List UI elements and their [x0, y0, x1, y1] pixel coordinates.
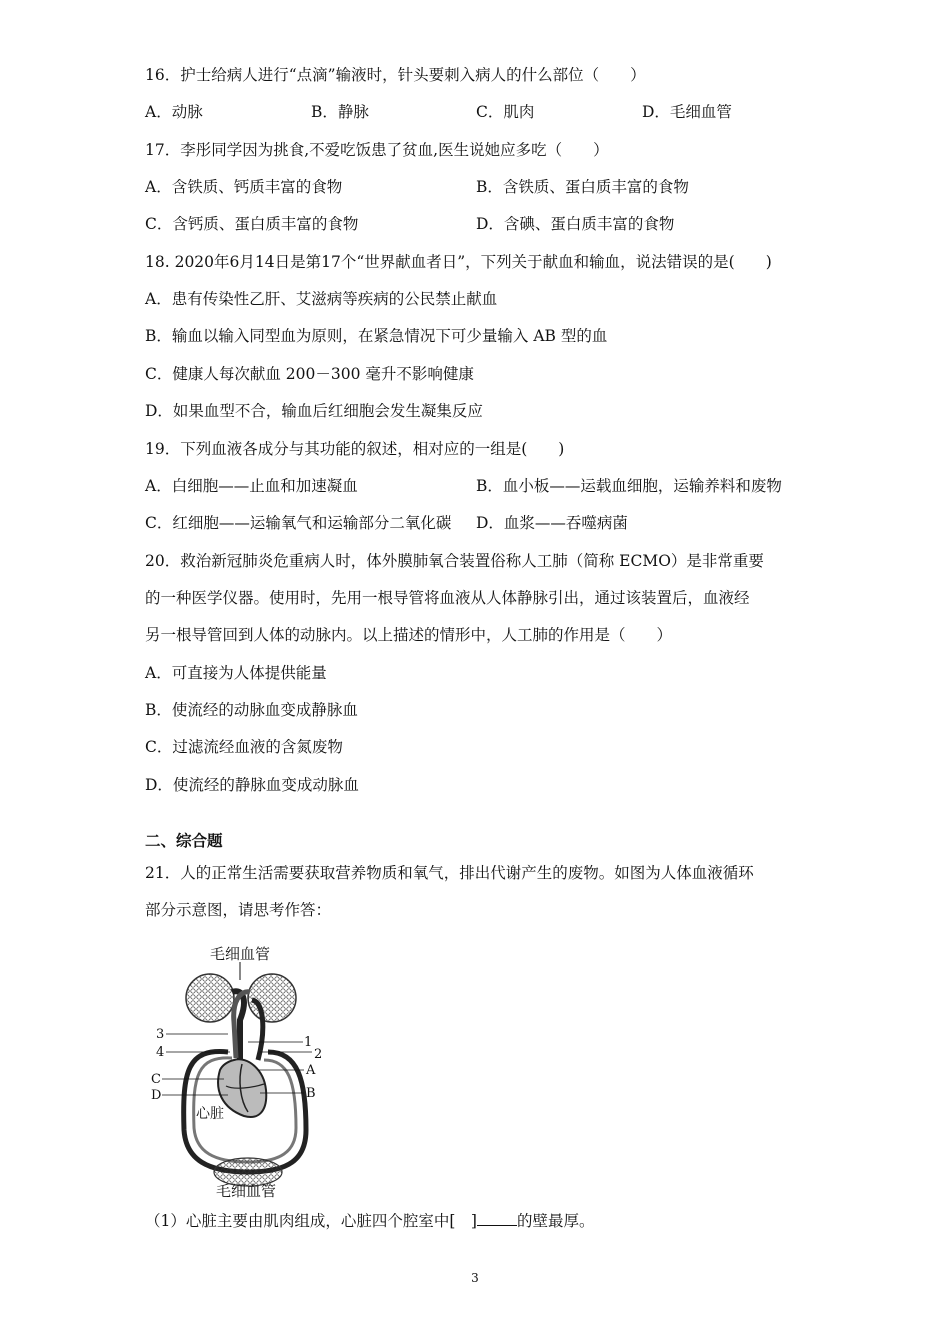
q17-option-d: D．含碘、蛋白质丰富的食物 [476, 215, 675, 233]
q18-option-a: A．患有传染性乙肝、艾滋病等疾病的公民禁止献血 [145, 290, 498, 308]
left-lung-capillaries [186, 974, 234, 1022]
label-b: B [306, 1086, 316, 1101]
page-number: 3 [471, 1271, 479, 1285]
q20-option-c: C．过滤流经血液的含氮废物 [145, 738, 343, 756]
q17-option-c: C．含钙质、蛋白质丰富的食物 [145, 215, 359, 233]
q16-option-b: B．静脉 [311, 103, 369, 121]
q18-option-c: C．健康人每次献血 200－300 毫升不影响健康 [145, 365, 474, 383]
label-1: 1 [304, 1035, 313, 1050]
q21-sub1-suffix: 的壁最厚。 [516, 1212, 595, 1230]
q16-option-c: C．肌肉 [476, 103, 535, 121]
q18-option-b: B．输血以输入同型血为原则，在紧急情况下可少量输入 AB 型的血 [145, 327, 608, 345]
q18-option-d: D．如果血型不合，输血后红细胞会发生凝集反应 [145, 402, 483, 420]
label-a: A [306, 1063, 316, 1078]
label-3: 3 [156, 1027, 165, 1042]
q19-option-c: C．红细胞——运输氧气和运输部分二氧化碳 [145, 514, 452, 532]
label-4: 4 [156, 1045, 165, 1060]
label-2: 2 [314, 1047, 323, 1062]
right-lung-capillaries [248, 974, 296, 1022]
q16-option-d: D．毛细血管 [642, 103, 732, 121]
q20-stem-line-3: 另一根导管回到人体的动脉内。以上描述的情形中，人工肺的作用是（ ） [145, 626, 673, 644]
q17-option-b: B．含铁质、蛋白质丰富的食物 [476, 178, 689, 196]
q19-option-d: D．血浆——吞噬病菌 [476, 514, 628, 532]
q19-option-a: A．白细胞——止血和加速凝血 [145, 477, 358, 495]
q21-sub1-prefix: （1）心脏主要由肌肉组成，心脏四个腔室中[ ] [145, 1212, 477, 1230]
q17-option-a: A．含铁质、钙质丰富的食物 [145, 178, 343, 196]
q20-stem-line-1: 20．救治新冠肺炎危重病人时，体外膜肺氧合装置俗称人工肺（简称 ECMO）是非常重要 [145, 552, 764, 570]
q20-option-b: B．使流经的动脉血变成静脉血 [145, 701, 358, 719]
section-heading: 二、综合题 [145, 831, 223, 850]
blood-circulation-diagram [148, 940, 348, 1200]
q16-stem: 16．护士给病人进行“点滴”输液时，针头要刺入病人的什么部位（ ） [145, 66, 646, 84]
q17-stem: 17．李彤同学因为挑食,不爱吃饭患了贫血,医生说她应多吃（ ） [145, 141, 609, 159]
q21-stem-line-2: 部分示意图，请思考作答： [145, 901, 332, 919]
q20-option-a: A．可直接为人体提供能量 [145, 664, 327, 682]
q16-option-a: A．动脉 [145, 103, 203, 121]
answer-blank[interactable] [477, 1211, 517, 1226]
q19-stem: 19．下列血液各成分与其功能的叙述，相对应的一组是( ) [145, 440, 565, 458]
heart-label: 心脏 [196, 1106, 224, 1122]
label-c: C [151, 1072, 161, 1087]
label-d: D [151, 1088, 162, 1103]
q19-option-b: B．血小板——运载血细胞，运输养料和废物 [476, 477, 782, 495]
diagram-top-label: 毛细血管 [209, 945, 271, 963]
q21-stem-line-1: 21．人的正常生活需要获取营养物质和氧气，排出代谢产生的废物。如图为人体血液循环 [145, 864, 754, 882]
q20-option-d: D．使流经的静脉血变成动脉血 [145, 776, 359, 794]
q20-stem-line-2: 的一种医学仪器。使用时，先用一根导管将血液从人体静脉引出，通过该装置后，血液经 [145, 589, 750, 607]
q21-sub1 [145, 1210, 594, 1232]
q18-stem: 18. 2020年6月14日是第17个“世界献血者日”，下列关于献血和输血，说法错误的是( ) [145, 253, 772, 271]
diagram-bottom-label: 毛细血管 [215, 1182, 277, 1200]
